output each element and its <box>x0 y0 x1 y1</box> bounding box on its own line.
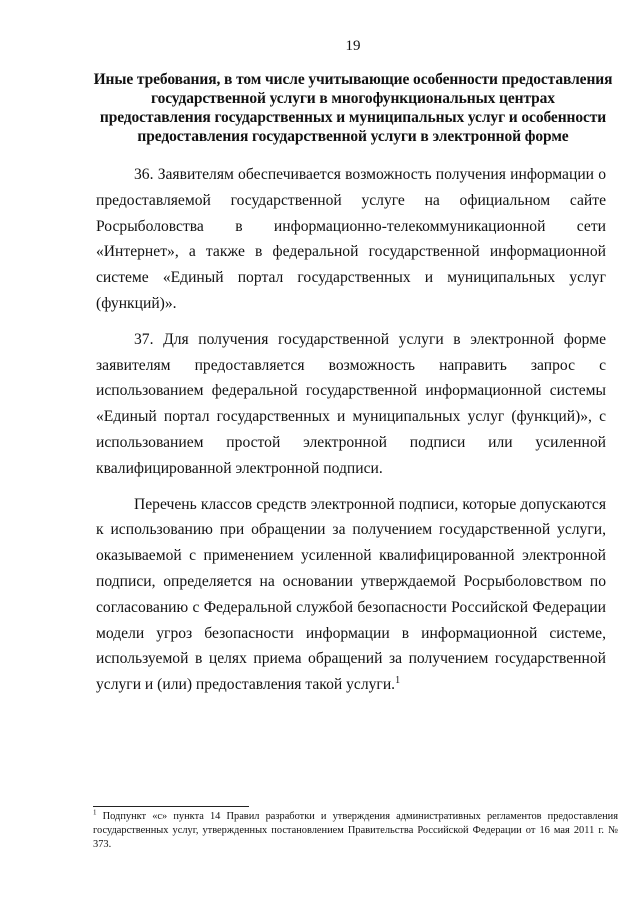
heading-line-2: государственной услуги в многофункциональных центрах <box>151 90 555 107</box>
paragraph-37: 37. Для получения государственной услуги в электронной форме заявителям предоставляется возможность направить запрос с использованием федеральной государственной информационной системы «Единый портал государственных и муниципальных услуг (функций)», с использованием простой электронной подписи или усиленной квалифицированной электронной подписи. <box>96 330 606 477</box>
paragraph-signature-classes <box>96 492 606 698</box>
page-number: 19 <box>345 38 361 54</box>
paragraph-signature-classes-text: Перечень классов средств электронной подписи, которые допускаются к использованию при обращении за получением государственной услуги, оказываемой с применением усиленной квалифицированной электронной подписи, определяется на основании утверждаемой Росрыболовством по согласованию с Федеральной службой безопасности Российской Федерации модели угроз безопасности информации в информационной системе, используемой в целях приема обращений за получением государственной услуги и (или) предоставления такой услуги. <box>96 495 606 694</box>
footnote-divider <box>93 806 249 807</box>
footnote-reference: 1 <box>395 674 401 686</box>
heading-line-1: Иные требования, в том числе учитывающие особенности предоставления <box>93 71 613 88</box>
section-heading <box>92 70 614 146</box>
document-body <box>96 162 606 698</box>
heading-line-4: предоставления государственной услуги в электронной форме <box>137 128 569 145</box>
paragraph-36: 36. Заявителям обеспечивается возможность получения информации о предоставляемой государственной услуге на официальном сайте Росрыболовства в информационно-телекоммуникационной сети «Интернет», а также в федеральной государственной информационной системе «Единый портал государственных и муниципальных услуг (функций)». <box>96 166 606 312</box>
footnote-mark: 1 <box>93 808 97 817</box>
heading-line-3: предоставления государственных и муниципальных услуг и особенности <box>99 109 607 126</box>
footnote <box>93 810 618 852</box>
footnote-text: Подпункт «с» пункта 14 Правил разработки и утверждения административных регламентов предоставления государственных услуг, утвержденных постановлением Правительства Российской Федерации от 16 мая 2011 г. № 373. <box>93 811 618 850</box>
